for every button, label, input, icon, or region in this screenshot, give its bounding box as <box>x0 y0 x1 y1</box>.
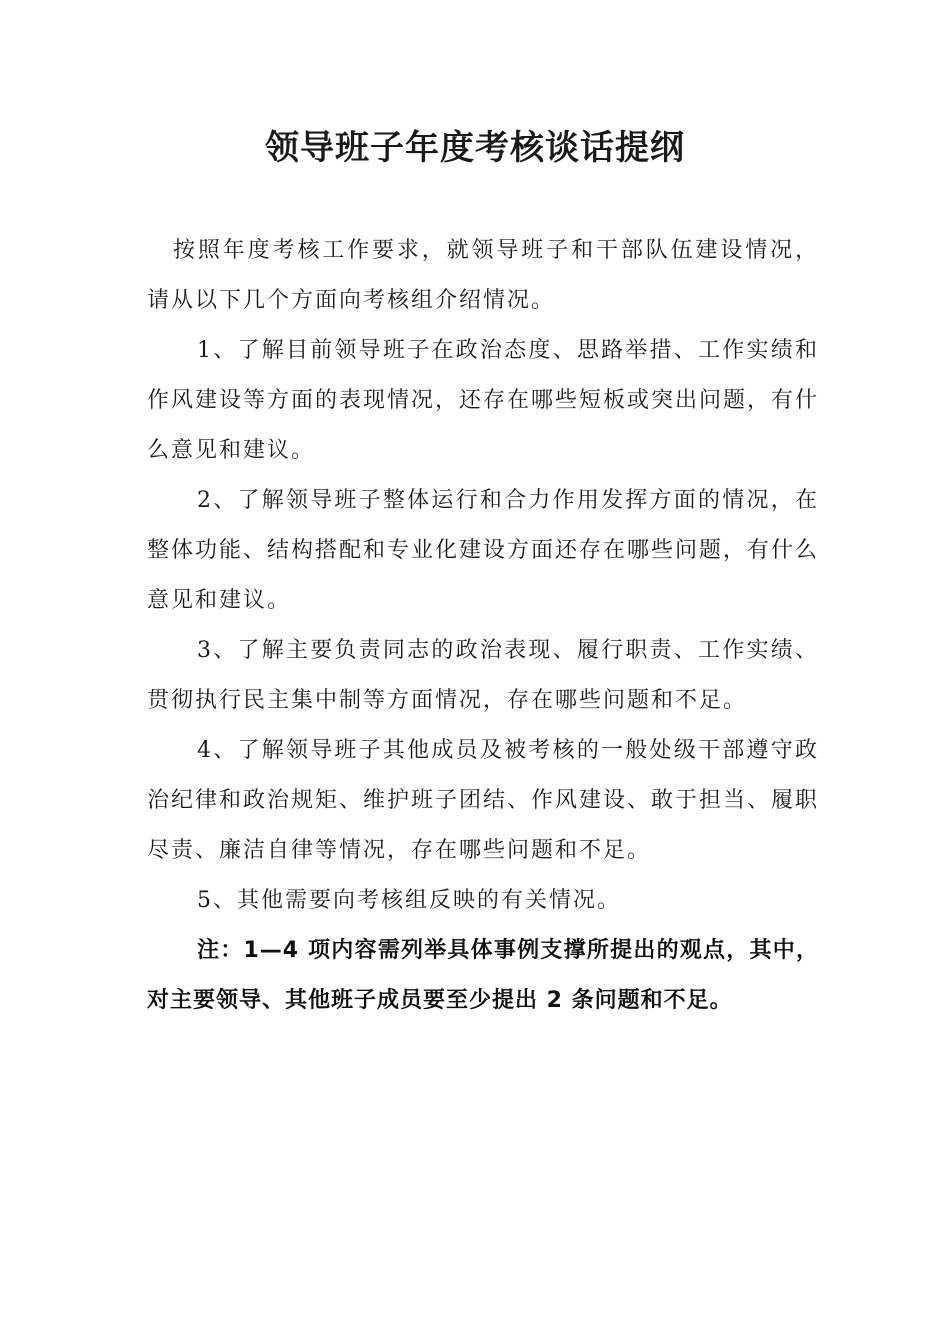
item-4-paragraph: 4、了解领导班子其他成员及被考核的一般处级干部遵守政治纪律和政治规矩、维护班子团结、作风建设、敢于担当、履职尽责、廉洁自律等情况，存在哪些问题和不足。 <box>147 738 820 863</box>
document-title: 领导班子年度考核谈话提纲 <box>265 128 685 168</box>
item-5-paragraph: 5、其他需要向考核组反映的有关情况。 <box>197 888 621 913</box>
item-2-paragraph: 2、了解领导班子整体运行和合力作用发挥方面的情况，在整体功能、结构搭配和专业化建设方面还存在哪些问题，有什么意见和建议。 <box>147 488 820 613</box>
document-body <box>147 226 819 1026</box>
item-3-paragraph: 3、了解主要负责同志的政治表现、履行职责、工作实绩、贯彻执行民主集中制等方面情况，存在哪些问题和不足。 <box>147 638 819 713</box>
note-paragraph: 注：1—4 项内容需列举具体事例支撑所提出的观点，其中，对主要领导、其他班子成员要至少提出 2 条问题和不足。 <box>147 938 819 1013</box>
item-1-paragraph: 1、了解目前领导班子在政治态度、思路举措、工作实绩和作风建设等方面的表现情况，还存在哪些短板或突出问题，有什么意见和建议。 <box>147 338 820 463</box>
intro-paragraph: 按照年度考核工作要求，就领导班子和干部队伍建设情况，请从以下几个方面向考核组介绍情况。 <box>147 238 819 313</box>
